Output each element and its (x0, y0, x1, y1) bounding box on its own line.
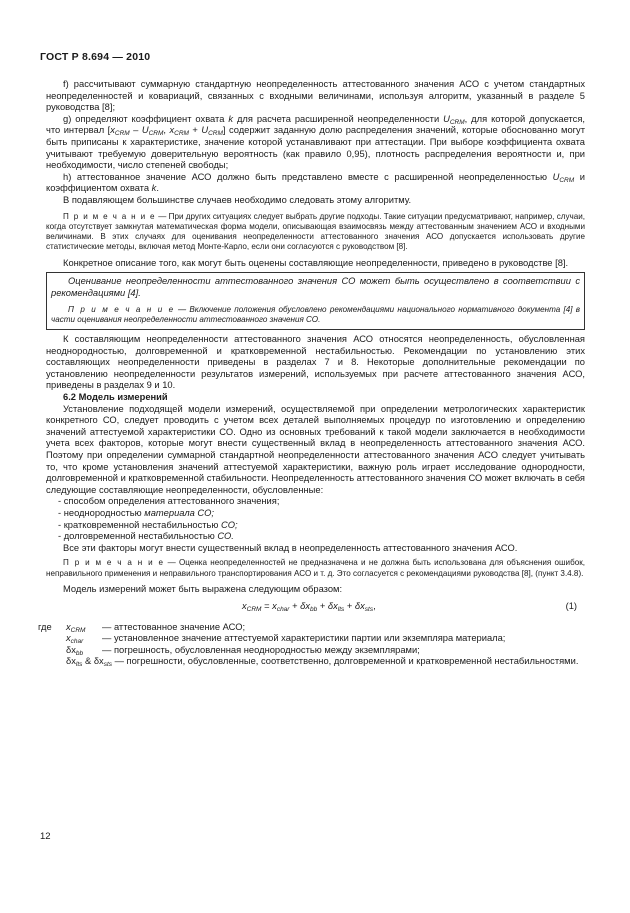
formula-number: (1) (565, 600, 577, 611)
definition-row: $\delta x_{bb}$ — погрешность, обусловленная неоднородностью между экземплярами; (66, 644, 420, 657)
page-body (38, 79, 585, 669)
list-item: - неоднородностью материала СО; (58, 508, 214, 518)
formula-1 (46, 600, 585, 616)
components-paragraph: К составляющим неопределенности аттестованного значения АСО относятся неопределенность, обусловленная неоднородностью, долговременной и кратковременной нестабильностью. Рекомендации по установлению этих составляющих неопределенности приведены в разделах 7 и 8. Некоторые дополнительные рекомендации по установлению неопределенности результатов измерений, используемых при расчете аттестованного значения АСО, приведены в разделах 9 и 10. (46, 334, 585, 391)
definitions (38, 622, 585, 668)
section-text: Установление подходящей модели измерений, осуществляемой при определении метрологических характеристик конкретного СО, следует проводить с учетом всех деталей выполняемых процедур по изготовлению и определению значений аттестуемой характеристики СО. Одно из основных требований к такой модели заключается в необходимости учета всех факторов, которые могут внести существенный вклад в неопределенность аттестованного значения АСО. Поэтому при определении суммарной стандартной неопределенности аттестованного значения АСО следует учитывать то, что кроме установления значений аттестуемой характеристики, важную роль играет исследование однородности, долговременной и кратковременной стабильности. Неопределенность аттестованного значения СО может включать в себя следующие составляющие неопределенности, обусловленные: (46, 403, 585, 495)
list-item: - способом определения аттестованного значения; (58, 496, 280, 507)
majority-paragraph: В подавляющем большинстве случаев необходимо следовать этому алгоритму. (63, 194, 412, 205)
definition-row: $\delta x_{lts}$ & $\delta x_{sts}$ — погрешности, обусловленные, соответственно, долговременной и кратковременной нестабильностями. (66, 656, 579, 669)
formula-expression: $x_{CRM} = x_{char} + \delta x_{bb} + \delta x_{lts} + \delta x_{sts}$, (242, 600, 376, 613)
item-g: g) определяют коэффициент охвата k для расчета расширенной неопределенности $U_{CRM}$, для которой допускается, что интервал [$x_{CRM} - U_{CRM}$, $x_{CRM} + U_{CRM}$] содержит заданную долю распределения значений, которые обоснованно могут быть приписаны к характеристике, значение которой устанавливают при аттестации. При выборе коэффициента охвата учитывают требуемую доверительную вероятность (как правило 0,95), плотность распределения вероятности и, при необходимости, число степеней свободы; (46, 113, 585, 171)
concrete-paragraph: Конкретное описание того, как могут быть оценены составляющие неопределенности, приведено в руководстве [8]. (63, 257, 569, 268)
list-item: - долговременной нестабильностью СО. (58, 531, 234, 542)
section-heading: 6.2 Модель измерений (63, 392, 168, 403)
page-number: 12 (40, 831, 51, 842)
national-insert-box (46, 272, 585, 330)
model-intro: Модель измерений может быть выражена следующим образом: (63, 583, 343, 594)
item-h: h) аттестованное значение АСО должно быть представлено вместе с расширенной неопределенностью $U_{CRM}$ и коэффициентом охвата k. (46, 171, 585, 194)
all-factors-paragraph: Все эти факторы могут внести существенный вклад в неопределенность аттестованного значения АСО. (63, 542, 518, 553)
definition-row: $x_{char}$ — установленное значение аттестуемой характеристики партии или экземпляра материала; (66, 633, 506, 646)
note-2: П р и м е ч а н и е — Оценка неопределенностей не предназначена и не должна быть использована для объяснения ошибок, неправильного применения и неправильного транспортирования АСО и т. д. Это согласуется с рекомендациями руководства [8], (пункт 3.4.8). (46, 558, 585, 578)
document-header: ГОСТ Р 8.694 — 2010 (40, 51, 151, 63)
item-f: f) рассчитывают суммарную стандартную неопределенность аттестованного значения АСО с учетом стандартных неопределенностей и ковариаций, связанных с входными величинами, используя алгоритм, указанный в разделе 5 руководства [8]; (46, 79, 585, 113)
box-note: П р и м е ч а н и е — Включение положения обусловлено рекомендациями национального нормативного документа [4] в части оценивания неопределенности аттестованного значения СО. (51, 304, 580, 324)
note-1: П р и м е ч а н и е — При других ситуациях следует выбрать другие подходы. Такие ситуации предусматривают, например, случаи, когда отсутствует замкнутая математическая форма модели, описывающая взаимосвязь между аттестованным значением АСО и входными величинами. В этих случаях для оценивания неопределенности аттестованного значения АСО допускается использовать другие статистические методы, включая метод Монте-Карло, если они согласуются с руководством [8]. (46, 211, 585, 252)
definition-row: где $x_{CRM}$ — аттестованное значение АСО; (38, 621, 246, 634)
list-item: - кратковременной нестабильностью СО; (58, 519, 238, 530)
box-text: Оценивание неопределенности аттестованного значения СО может быть осуществлено в соответствии с рекомендациями [4]. (51, 276, 580, 298)
